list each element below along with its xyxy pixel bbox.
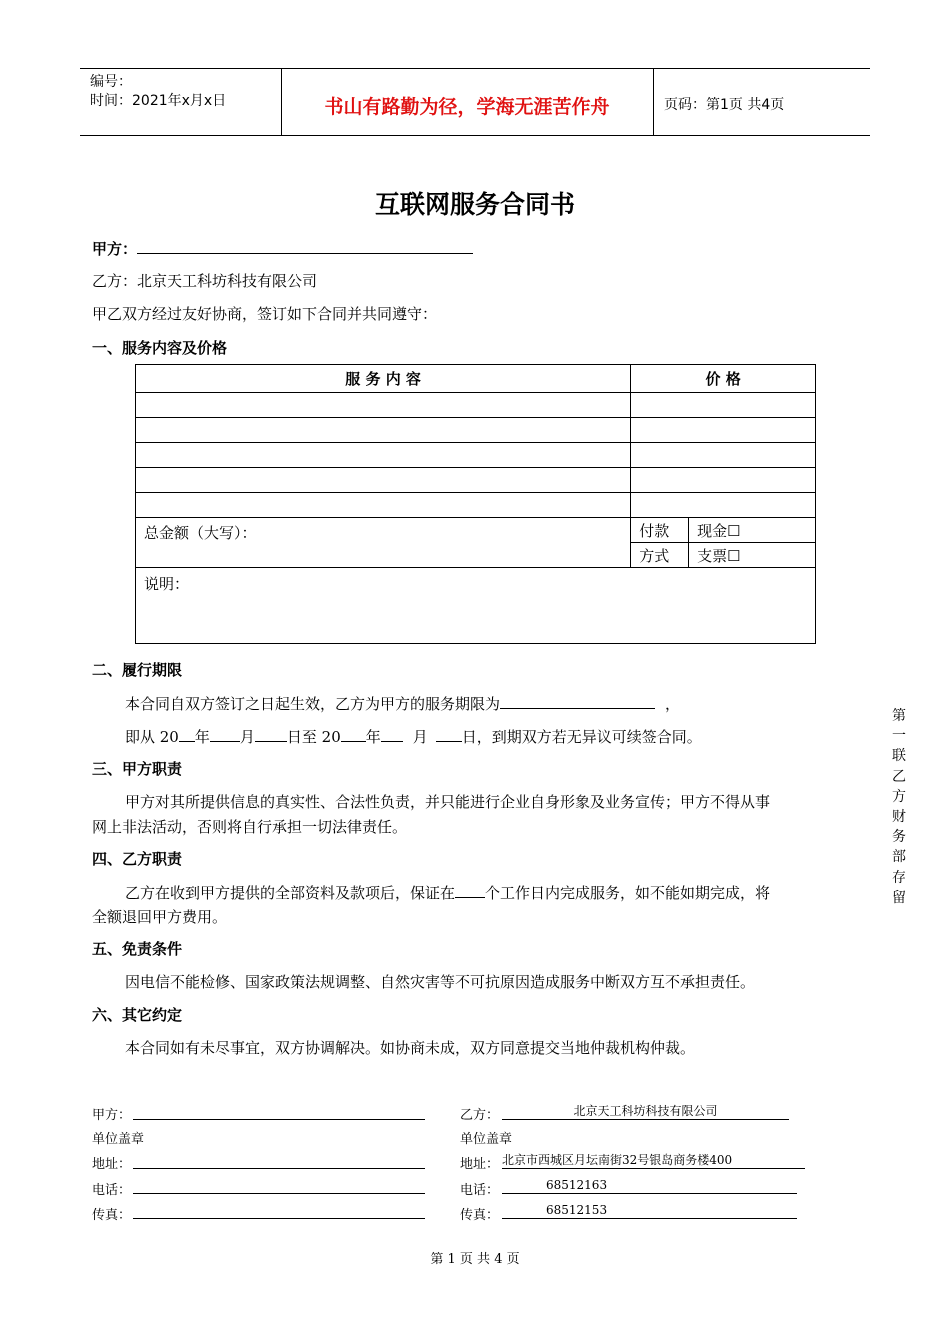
payment-label-cell [631, 518, 689, 543]
section-6-line-1: 本合同如有未尽事宜，双方协调解决。如协商未成，双方同意提交当地仲裁机构仲裁。 [125, 1039, 696, 1057]
party-a-row [92, 237, 473, 259]
section-6-heading: 六、其它约定 [92, 1006, 183, 1024]
note-cell[interactable] [136, 568, 816, 644]
price-cell[interactable] [631, 418, 816, 443]
section-3-heading: 三、甲方职责 [92, 760, 183, 778]
end-day-blank[interactable] [436, 725, 462, 742]
term-year-1: 年 [194, 728, 210, 746]
content-cell[interactable] [136, 468, 631, 493]
header-divider-right [653, 68, 654, 135]
price-cell[interactable] [631, 393, 816, 418]
start-year-blank[interactable] [179, 725, 195, 742]
workdays-blank[interactable] [455, 881, 485, 898]
sig-b-phone-value: 68512163 [546, 1178, 608, 1192]
service-table [135, 364, 816, 644]
content-cell[interactable] [136, 443, 631, 468]
sig-b-phone-label: 电话： [460, 1183, 500, 1198]
sig-b-party-field [502, 1103, 789, 1120]
term-to: 日至 20 [286, 728, 341, 746]
section-4-line-2: 全额退回甲方费用。 [92, 908, 228, 926]
party-b-line: 乙方：北京天工科坊科技有限公司 [92, 272, 318, 290]
header-bottom-rule [80, 135, 870, 136]
sig-a-address-blank[interactable] [133, 1152, 425, 1169]
sig-a-fax-label: 传真： [92, 1208, 132, 1223]
page-title: 互联网服务合同书 [374, 190, 575, 219]
sig-b-address-value: 北京市西城区月坛南街32号银岛商务楼400 [502, 1153, 733, 1167]
term-month-1: 月 [239, 728, 255, 746]
header-top-rule [80, 68, 870, 69]
payment-label-cell [631, 543, 689, 568]
payment-label-1: 付款 [639, 521, 670, 540]
header-page-info: 页码：第1页 共4页 [664, 97, 785, 113]
sig-a-party-blank[interactable] [133, 1103, 425, 1120]
price-cell[interactable] [631, 493, 816, 518]
sig-b-party-value: 北京天工科坊科技有限公司 [573, 1104, 718, 1118]
note-label: 说明： [144, 575, 190, 593]
table-row [136, 418, 816, 443]
document-number-label: 编号： [90, 74, 132, 90]
cheque-option[interactable] [689, 543, 816, 568]
cash-checkbox-label[interactable]: 现金☐ [697, 521, 741, 540]
term-month-2: 月 [412, 728, 428, 746]
sig-b-address-field [502, 1152, 805, 1169]
section-4-heading: 四、乙方职责 [92, 850, 183, 868]
section-2-heading: 二、履行期限 [92, 661, 183, 679]
table-row [136, 493, 816, 518]
side-note-char: 第 [892, 708, 906, 724]
intro-text: 甲乙双方经过友好协商，签订如下合同并共同遵守： [92, 305, 438, 323]
term-text-2: ， [665, 695, 681, 713]
section-1-heading: 一、服务内容及价格 [92, 339, 228, 357]
side-note-char: 一 [892, 728, 906, 745]
table-row [136, 393, 816, 418]
side-note-char: 乙 [892, 768, 906, 785]
side-note-vertical [889, 706, 909, 908]
party-a-blank [137, 237, 473, 254]
side-note-char: 部 [892, 849, 906, 866]
sig-a-address-label: 地址： [92, 1157, 132, 1172]
sig-b-party-label: 乙方： [460, 1108, 500, 1123]
sig-b-phone-field [502, 1177, 797, 1194]
side-note-char: 留 [892, 889, 906, 906]
section-4-line-1 [125, 881, 770, 903]
total-row [136, 518, 816, 543]
content-cell[interactable] [136, 493, 631, 518]
col-header-price: 价 格 [631, 365, 816, 393]
side-note-char: 方 [892, 788, 906, 805]
content-cell[interactable] [136, 393, 631, 418]
header-motto: 书山有路勤为径，学海无涯苦作舟 [324, 96, 610, 118]
side-note-char: 务 [892, 829, 906, 846]
term-text-1: 本合同自双方签订之日起生效，乙方为甲方的服务期限为 [125, 695, 501, 713]
total-amount-label: 总金额（大写）： [144, 524, 257, 542]
section-4-text-a: 乙方在收到甲方提供的全部资料及款项后，保证在 [125, 884, 456, 902]
end-month-blank[interactable] [381, 725, 403, 742]
sig-a-fax-blank[interactable] [133, 1202, 425, 1219]
term-line-1 [125, 692, 680, 714]
term-from: 即从 20 [125, 728, 179, 746]
term-year-2: 年 [365, 728, 381, 746]
sig-a-phone-label: 电话： [92, 1183, 132, 1198]
section-3-line-2: 网上非法活动，否则将自行承担一切法律责任。 [92, 818, 408, 836]
sig-a-phone-blank[interactable] [133, 1177, 425, 1194]
price-cell[interactable] [631, 443, 816, 468]
side-note-char: 联 [892, 748, 906, 765]
cash-option[interactable] [689, 518, 816, 543]
payment-label-2: 方式 [639, 546, 670, 565]
sig-b-fax-value: 68512153 [546, 1203, 608, 1217]
section-5-heading: 五、免责条件 [92, 940, 183, 958]
term-end-text: 日，到期双方若无异议可续签合同。 [461, 728, 702, 746]
side-note-char: 财 [892, 809, 906, 826]
cheque-checkbox-label[interactable]: 支票☐ [697, 546, 741, 565]
side-note-char: 存 [892, 869, 906, 886]
table-row [136, 443, 816, 468]
start-day-blank[interactable] [255, 725, 287, 742]
table-row [136, 468, 816, 493]
start-month-blank[interactable] [210, 725, 240, 742]
price-cell[interactable] [631, 468, 816, 493]
document-time-label: 时间：2021年x月x日 [90, 93, 227, 109]
table-header-row [136, 365, 816, 393]
sig-b-fax-label: 传真： [460, 1208, 500, 1223]
term-period-blank[interactable] [500, 692, 655, 709]
section-4-text-b: 个工作日内完成服务，如不能如期完成，将 [485, 884, 771, 902]
sig-b-address-label: 地址： [460, 1157, 500, 1172]
end-year-blank[interactable] [341, 725, 366, 742]
party-a-label: 甲方： [92, 240, 138, 258]
sig-a-seal-label: 单位盖章 [92, 1132, 145, 1147]
section-5-line-1: 因电信不能检修、国家政策法规调整、自然灾害等不可抗原因造成服务中断双方互不承担责任。 [125, 973, 756, 991]
page-footer: 第 1 页 共 4 页 [430, 1252, 520, 1267]
sig-b-seal-label: 单位盖章 [460, 1132, 513, 1147]
col-header-content: 服 务 内 容 [136, 365, 631, 393]
sig-a-party-label: 甲方： [92, 1108, 132, 1123]
sig-b-fax-field [502, 1202, 797, 1219]
section-3-line-1: 甲方对其所提供信息的真实性、合法性负责，并只能进行企业自身形象及业务宣传；甲方不得从事 [125, 793, 771, 811]
content-cell[interactable] [136, 418, 631, 443]
note-row [136, 568, 816, 644]
term-line-2 [125, 725, 702, 747]
total-amount-cell [136, 518, 631, 568]
